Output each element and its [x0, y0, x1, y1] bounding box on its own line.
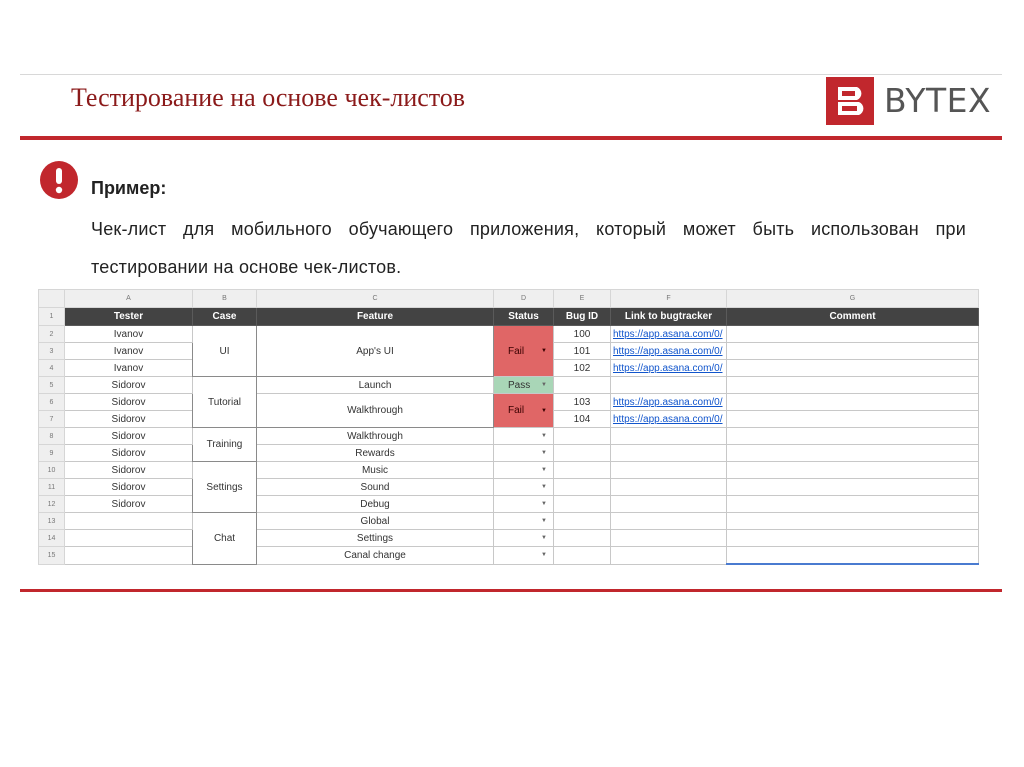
- bugtracker-link-cell[interactable]: [611, 377, 727, 394]
- comment-cell[interactable]: [727, 428, 979, 445]
- comment-cell-selected[interactable]: [727, 547, 979, 565]
- feature-cell-canal-change[interactable]: Canal change: [257, 547, 494, 565]
- feature-cell-walkthrough[interactable]: Walkthrough: [257, 394, 494, 428]
- status-dropdown-ui[interactable]: [494, 326, 554, 377]
- bugtracker-link-cell[interactable]: [611, 496, 727, 513]
- column-letter-row: [39, 290, 979, 308]
- logo-b-icon: [833, 84, 867, 118]
- tester-cell[interactable]: Sidorov: [65, 411, 193, 428]
- status-dropdown[interactable]: [494, 530, 554, 547]
- comment-cell[interactable]: [727, 513, 979, 530]
- feature-cell-launch[interactable]: Launch: [257, 377, 494, 394]
- tester-cell[interactable]: [65, 547, 193, 565]
- bytex-logo: [826, 77, 1006, 125]
- row-number[interactable]: 12: [39, 496, 65, 513]
- case-cell-training[interactable]: Training: [193, 428, 257, 462]
- tester-cell[interactable]: Ivanov: [65, 360, 193, 377]
- bugtracker-link-cell[interactable]: [611, 479, 727, 496]
- row-number[interactable]: 8: [39, 428, 65, 445]
- feature-cell-settings[interactable]: Settings: [257, 530, 494, 547]
- bug-id-cell[interactable]: [554, 547, 611, 565]
- row-number[interactable]: 6: [39, 394, 65, 411]
- column-letter[interactable]: A: [65, 290, 193, 308]
- feature-cell-global[interactable]: Global: [257, 513, 494, 530]
- red-divider-bottom: [20, 589, 1002, 592]
- comment-cell[interactable]: [727, 360, 979, 377]
- triangle-down-icon: ▼: [541, 433, 547, 439]
- triangle-down-icon: ▼: [541, 484, 547, 490]
- bug-id-cell[interactable]: [554, 462, 611, 479]
- example-description: Чек-лист для мобильного обучающего приложения, который может быть использован при тестировании на основе чек-листов.: [91, 219, 966, 277]
- row-number[interactable]: 5: [39, 377, 65, 394]
- bug-id-cell[interactable]: [554, 428, 611, 445]
- feature-cell-music[interactable]: Music: [257, 462, 494, 479]
- row-number[interactable]: 9: [39, 445, 65, 462]
- bug-id-cell[interactable]: [554, 445, 611, 462]
- row-number[interactable]: 2: [39, 326, 65, 343]
- table-row: [39, 394, 979, 411]
- status-dropdown-walkthrough[interactable]: [494, 394, 554, 428]
- bug-id-cell[interactable]: 100: [554, 326, 611, 343]
- table-row: [39, 496, 979, 513]
- triangle-down-icon: ▼: [541, 518, 547, 524]
- table-row: [39, 326, 979, 343]
- top-divider: [20, 74, 1002, 75]
- bytex-logo-text: BYTEX: [884, 81, 992, 120]
- bugtracker-link-cell[interactable]: [611, 445, 727, 462]
- exclamation-icon: [39, 160, 79, 200]
- comment-cell[interactable]: [727, 462, 979, 479]
- checklist-spreadsheet: [38, 289, 979, 565]
- comment-cell[interactable]: [727, 411, 979, 428]
- case-cell-settings[interactable]: Settings: [193, 462, 257, 513]
- status-dropdown[interactable]: [494, 445, 554, 462]
- header-row: [39, 308, 979, 326]
- comment-cell[interactable]: [727, 377, 979, 394]
- row-number[interactable]: 11: [39, 479, 65, 496]
- triangle-down-icon: ▼: [541, 382, 547, 388]
- header-link[interactable]: Link to bugtracker: [611, 308, 727, 326]
- table-row: [39, 445, 979, 462]
- header-status[interactable]: Status: [494, 308, 554, 326]
- bug-id-cell[interactable]: [554, 479, 611, 496]
- tester-cell[interactable]: Sidorov: [65, 479, 193, 496]
- header-feature[interactable]: Feature: [257, 308, 494, 326]
- tester-cell[interactable]: Ivanov: [65, 343, 193, 360]
- header-case[interactable]: Case: [193, 308, 257, 326]
- table-row: [39, 428, 979, 445]
- column-letter[interactable]: B: [193, 290, 257, 308]
- comment-cell[interactable]: [727, 479, 979, 496]
- bugtracker-link-cell[interactable]: [611, 513, 727, 530]
- red-divider-top: [20, 136, 1002, 140]
- status-dropdown[interactable]: [494, 479, 554, 496]
- bugtracker-link-cell[interactable]: [611, 428, 727, 445]
- bug-id-cell[interactable]: [554, 496, 611, 513]
- bug-id-cell[interactable]: 104: [554, 411, 611, 428]
- triangle-down-icon: ▼: [541, 552, 547, 559]
- bytex-logo-mark: [826, 77, 874, 125]
- column-letter[interactable]: D: [494, 290, 554, 308]
- status-dropdown[interactable]: [494, 547, 554, 565]
- comment-cell[interactable]: [727, 530, 979, 547]
- bug-id-cell[interactable]: 103: [554, 394, 611, 411]
- bugtracker-link-cell[interactable]: [611, 530, 727, 547]
- table-row: [39, 479, 979, 496]
- feature-cell-walkthrough-training[interactable]: Walkthrough: [257, 428, 494, 445]
- case-cell-tutorial[interactable]: Tutorial: [193, 377, 257, 428]
- row-number[interactable]: 10: [39, 462, 65, 479]
- bugtracker-link-cell[interactable]: [611, 547, 727, 565]
- bug-id-cell[interactable]: 102: [554, 360, 611, 377]
- status-value: Pass: [508, 379, 531, 391]
- table-row: [39, 377, 979, 394]
- tester-cell[interactable]: [65, 530, 193, 547]
- comment-cell[interactable]: [727, 343, 979, 360]
- bugtracker-link[interactable]: https://app.asana.com/0/: [611, 360, 727, 377]
- corner-cell[interactable]: [39, 290, 65, 308]
- triangle-down-icon: ▼: [541, 501, 547, 507]
- row-number[interactable]: 1: [39, 308, 65, 326]
- status-dropdown[interactable]: [494, 496, 554, 513]
- status-dropdown[interactable]: [494, 428, 554, 445]
- bug-id-cell[interactable]: [554, 513, 611, 530]
- bugtracker-link[interactable]: https://app.asana.com/0/: [611, 394, 727, 411]
- tester-cell[interactable]: Sidorov: [65, 496, 193, 513]
- tester-cell[interactable]: Sidorov: [65, 428, 193, 445]
- header-bug-id[interactable]: Bug ID: [554, 308, 611, 326]
- bug-id-cell[interactable]: [554, 377, 611, 394]
- bugtracker-link-cell[interactable]: [611, 462, 727, 479]
- row-number[interactable]: 14: [39, 530, 65, 547]
- comment-cell[interactable]: [727, 326, 979, 343]
- column-letter[interactable]: F: [611, 290, 727, 308]
- status-value: Fail: [508, 345, 525, 357]
- column-letter[interactable]: G: [727, 290, 979, 308]
- status-dropdown[interactable]: [494, 462, 554, 479]
- feature-cell-apps-ui[interactable]: App's UI: [257, 326, 494, 377]
- header-tester[interactable]: Tester: [65, 308, 193, 326]
- triangle-down-icon: ▼: [541, 348, 547, 354]
- row-number[interactable]: 13: [39, 513, 65, 530]
- row-number[interactable]: 4: [39, 360, 65, 377]
- triangle-down-icon: ▼: [541, 407, 547, 414]
- status-dropdown[interactable]: [494, 513, 554, 530]
- bug-id-cell[interactable]: [554, 530, 611, 547]
- feature-cell-debug[interactable]: Debug: [257, 496, 494, 513]
- bug-id-cell[interactable]: 101: [554, 343, 611, 360]
- feature-cell-sound[interactable]: Sound: [257, 479, 494, 496]
- triangle-down-icon: ▼: [541, 467, 547, 473]
- table-row: [39, 513, 979, 530]
- slide-title: Тестирование на основе чек-листов: [71, 83, 466, 112]
- table-row: [39, 547, 979, 565]
- table-row: [39, 462, 979, 479]
- table-row: [39, 530, 979, 547]
- row-number[interactable]: 15: [39, 547, 65, 565]
- tester-cell[interactable]: Sidorov: [65, 394, 193, 411]
- comment-cell[interactable]: [727, 496, 979, 513]
- comment-cell[interactable]: [727, 445, 979, 462]
- tester-cell[interactable]: Ivanov: [65, 326, 193, 343]
- case-cell-ui[interactable]: UI: [193, 326, 257, 377]
- case-cell-chat[interactable]: Chat: [193, 513, 257, 565]
- comment-cell[interactable]: [727, 394, 979, 411]
- feature-cell-rewards[interactable]: Rewards: [257, 445, 494, 462]
- row-number[interactable]: 3: [39, 343, 65, 360]
- header-comment[interactable]: Comment: [727, 308, 979, 326]
- tester-cell[interactable]: Sidorov: [65, 445, 193, 462]
- status-value: Fail: [508, 405, 525, 416]
- column-letter[interactable]: E: [554, 290, 611, 308]
- triangle-down-icon: ▼: [541, 450, 547, 456]
- status-dropdown-launch[interactable]: [494, 377, 554, 394]
- tester-cell[interactable]: [65, 513, 193, 530]
- example-heading: Пример:: [91, 178, 167, 198]
- column-letter[interactable]: C: [257, 290, 494, 308]
- bugtracker-link[interactable]: https://app.asana.com/0/: [611, 411, 727, 428]
- tester-cell[interactable]: Sidorov: [65, 377, 193, 394]
- tester-cell[interactable]: Sidorov: [65, 462, 193, 479]
- row-number[interactable]: 7: [39, 411, 65, 428]
- bugtracker-link[interactable]: https://app.asana.com/0/: [611, 343, 727, 360]
- triangle-down-icon: ▼: [541, 535, 547, 541]
- bugtracker-link[interactable]: https://app.asana.com/0/: [611, 326, 727, 343]
